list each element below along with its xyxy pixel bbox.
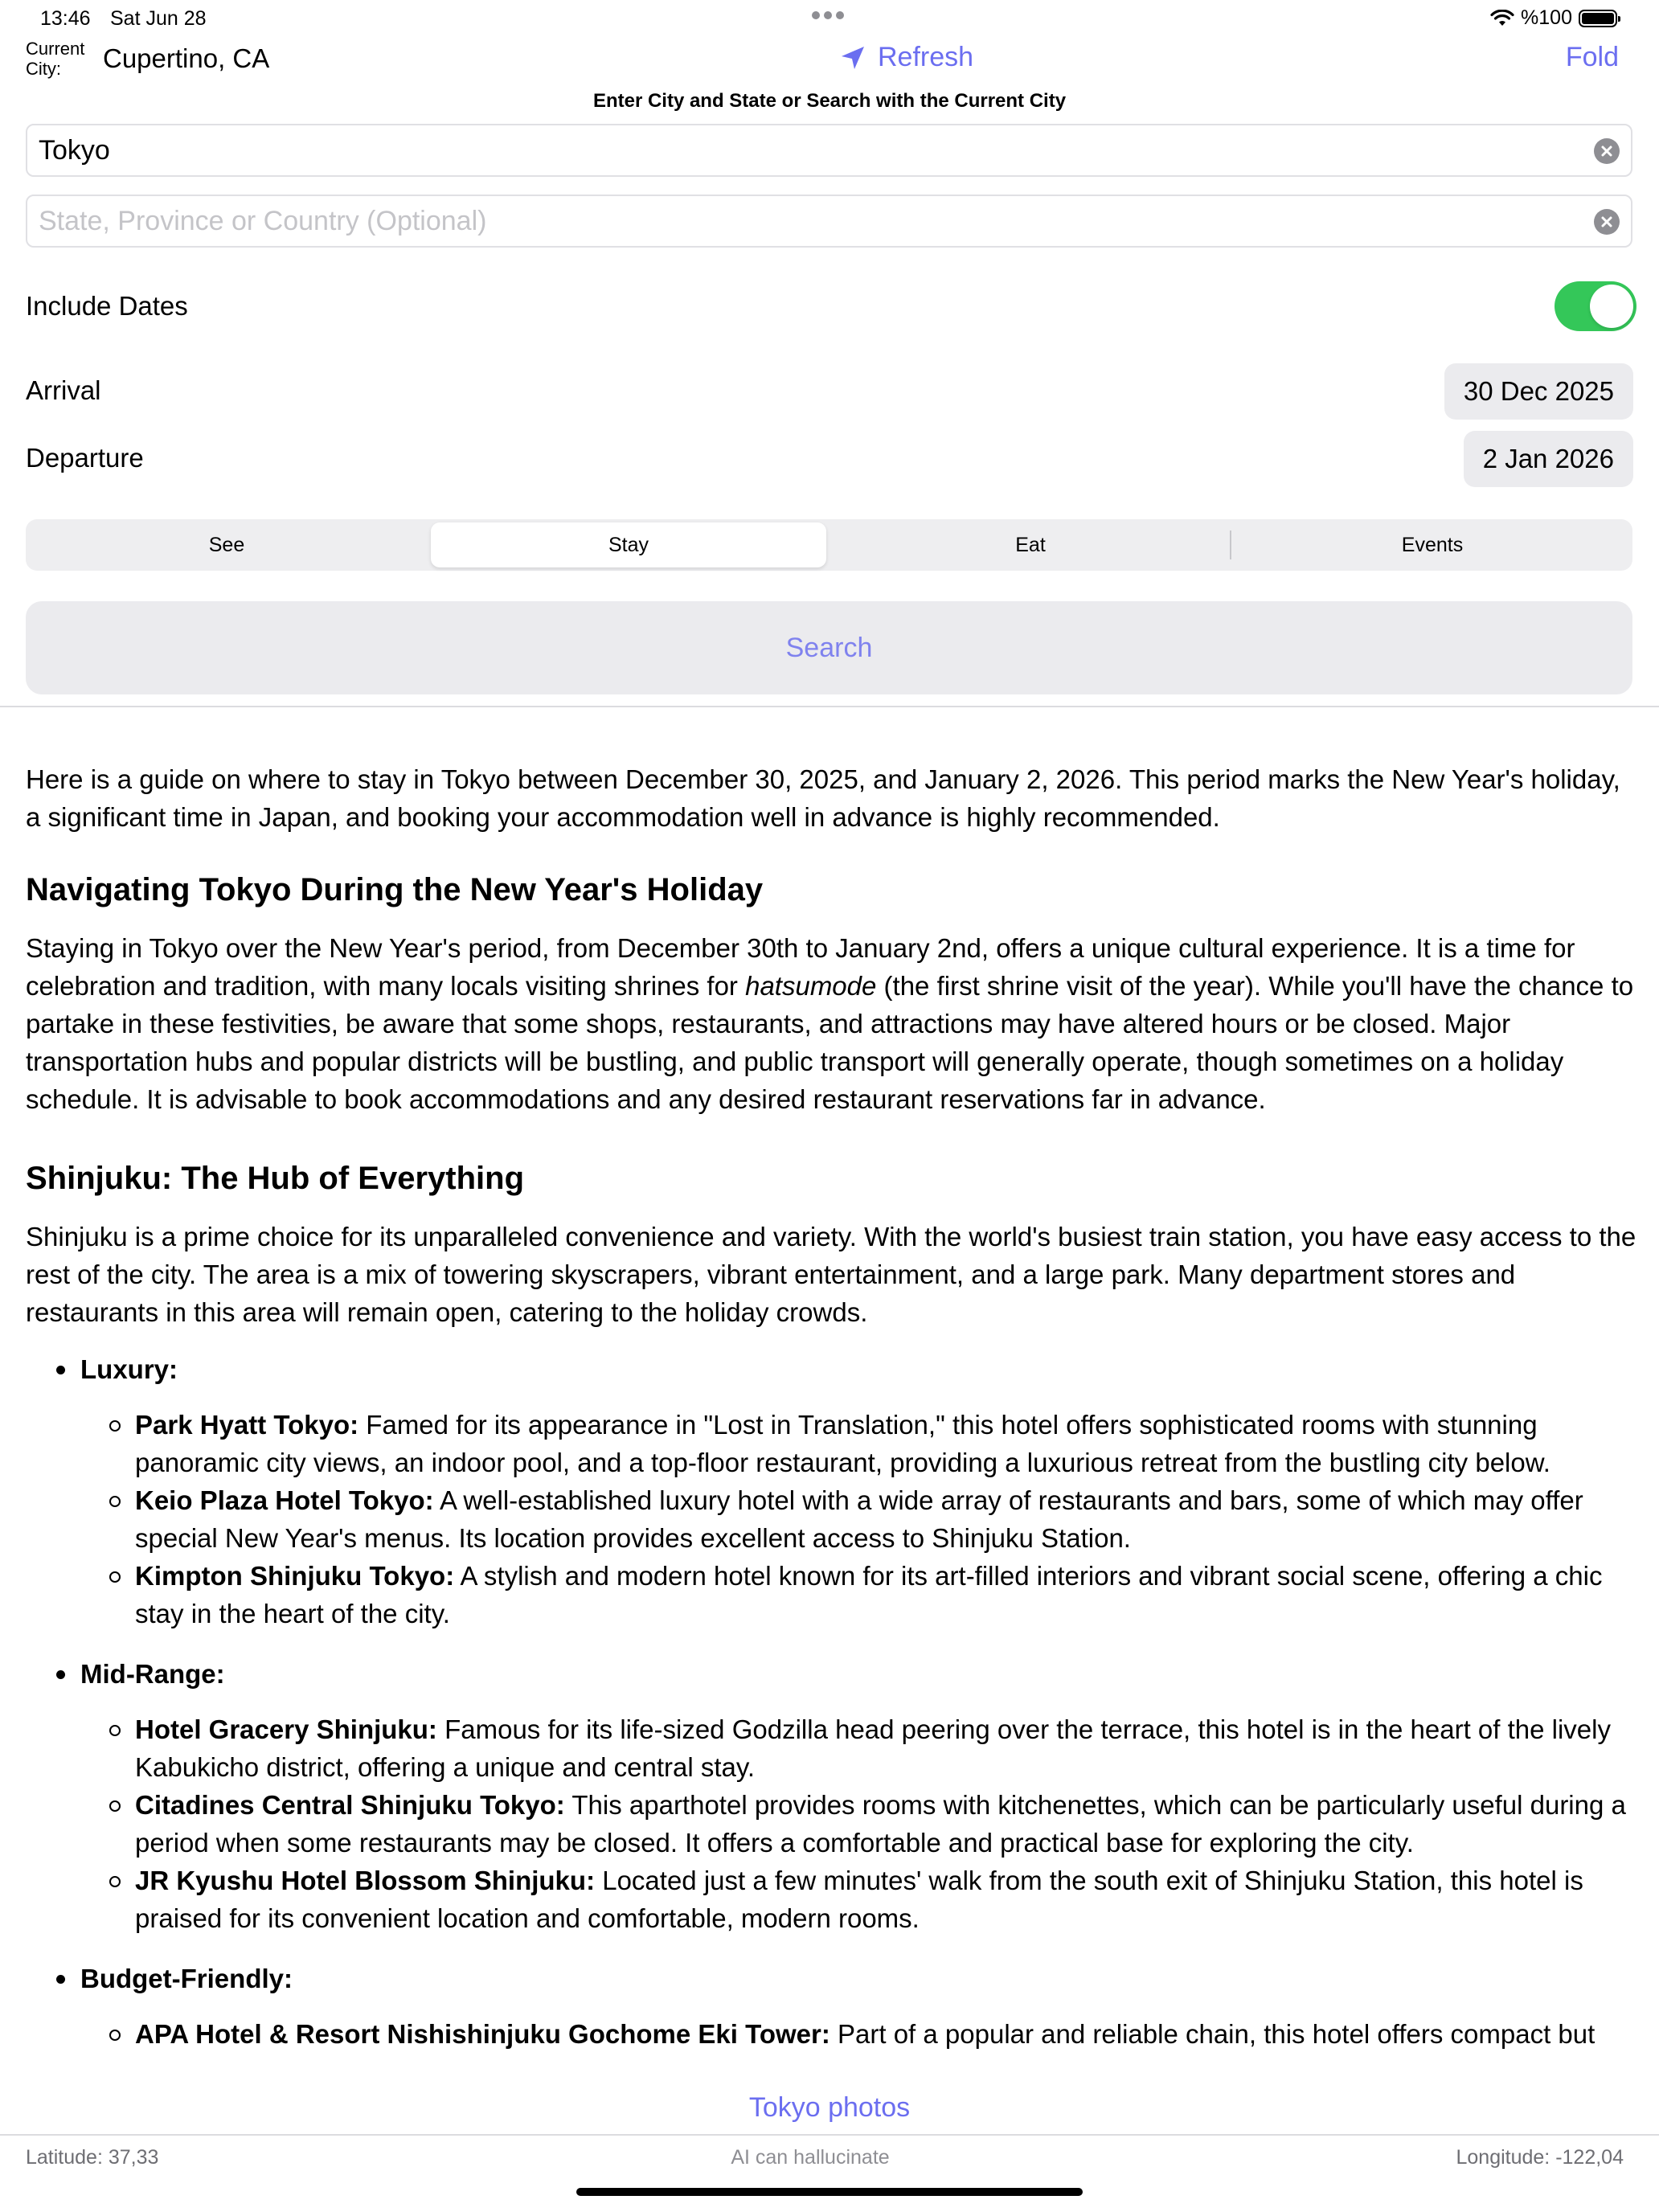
hotel-item xyxy=(80,1481,1637,1557)
hotel-name: JR Kyushu Hotel Blossom Shinjuku: xyxy=(135,1866,596,1895)
status-indicators xyxy=(1490,6,1617,30)
segment-stay[interactable]: Stay xyxy=(431,522,826,567)
hotel-desc: Located just a few minutes' walk from the south exit of Shinjuku Station, this hotel is praised for its convenient location and comfortable, modern rooms. xyxy=(135,1866,1583,1933)
hotel-item xyxy=(80,1557,1637,1632)
search-button[interactable]: Search xyxy=(26,601,1632,694)
battery-percent: %100 xyxy=(1521,6,1572,29)
paragraph-text: (the first shrine visit of the year). While you'll have the chance to partake in these festivities, be aware that some shops, restaurants, and attractions may have altered hours or be closed. Major transportation hubs and popular districts will be bustling, and public transport will generally operate, though sometimes on a holiday schedule. It is advisable to book accommodations and any desired restaurant reservations far in advance. xyxy=(26,971,1634,1114)
search-prompt: Enter City and State or Search with the Current City xyxy=(592,90,1067,112)
current-city-label: Current City: xyxy=(26,39,85,79)
intro-paragraph: Here is a guide on where to stay in Tokyo between December 30, 2025, and January 2, 2026. This period marks the New Year's holiday, a significant time in Japan, and booking your accommodation well in advance is highly recommended. xyxy=(26,764,1620,832)
ai-disclaimer: AI can hallucinate xyxy=(731,2146,890,2169)
hotel-name: Kimpton Shinjuku Tokyo: xyxy=(135,1561,455,1591)
hotel-item xyxy=(80,1710,1637,1786)
hotel-list xyxy=(80,1710,1637,1937)
section-paragraph: Shinjuku is a prime choice for its unparalleled convenience and variety. With the world's busiest train station, you have easy access to the rest of the city. The area is a mix of towering skyscrapers, vibrant entertainment, and a large park. Many department stores and restaurants in this area will remain open, catering to the holiday crowds. xyxy=(26,1222,1636,1327)
arrival-label: Arrival xyxy=(26,375,101,405)
city-input[interactable] xyxy=(39,125,1582,175)
hotel-desc: Famous for its life-sized Godzilla head peering over the terrace, this hotel is in the heart of the lively Kabukicho district, offering a unique and central stay. xyxy=(135,1714,1611,1782)
multitasking-dots-icon[interactable] xyxy=(812,11,844,19)
footer-divider xyxy=(0,2134,1659,2136)
hotel-item xyxy=(80,1786,1637,1862)
departure-date-picker[interactable]: 2 Jan 2026 xyxy=(1464,431,1633,487)
clear-icon xyxy=(1600,215,1613,228)
hotel-desc: A stylish and modern hotel known for its art-filled interiors and vibrant social scene, offering a chic stay in the heart of the city. xyxy=(135,1561,1603,1628)
clear-icon xyxy=(1600,145,1613,158)
guide-content[interactable] xyxy=(26,760,1637,2054)
hotel-list xyxy=(80,1406,1637,1632)
hotel-name: Park Hyatt Tokyo: xyxy=(135,1410,359,1440)
tier-item xyxy=(26,1960,1637,2053)
hotel-desc: Part of a popular and reliable chain, this hotel offers compact but xyxy=(830,2019,1596,2049)
tier-list xyxy=(26,1350,1637,2053)
include-dates-label: Include Dates xyxy=(26,291,188,321)
battery-icon xyxy=(1579,10,1617,27)
battery-fill xyxy=(1582,13,1614,24)
home-indicator[interactable] xyxy=(576,2188,1083,2196)
hotel-name: APA Hotel & Resort Nishishinjuku Gochome Eki Tower: xyxy=(135,2019,830,2049)
tier-label: Budget-Friendly: xyxy=(80,1964,293,1993)
segment-eat[interactable]: Eat xyxy=(1015,534,1046,556)
fold-button[interactable]: Fold xyxy=(1565,42,1619,72)
status-time: 13:46 xyxy=(40,7,91,30)
city-field[interactable] xyxy=(26,124,1632,177)
hotel-name: Keio Plaza Hotel Tokyo: xyxy=(135,1485,434,1515)
departure-label: Departure xyxy=(26,443,144,473)
hotel-item xyxy=(80,2015,1637,2053)
include-dates-toggle[interactable] xyxy=(1555,281,1636,331)
hotel-desc: This aparthotel provides rooms with kitchenettes, which can be particularly useful during a period when some restaurants may be closed. It offers a comfortable and practical base for exploring the city. xyxy=(135,1790,1626,1858)
section-heading: Shinjuku: The Hub of Everything xyxy=(26,1161,524,1196)
hotel-name: Citadines Central Shinjuku Tokyo: xyxy=(135,1790,565,1820)
arrival-date-picker[interactable]: 30 Dec 2025 xyxy=(1444,363,1633,420)
refresh-button[interactable] xyxy=(839,42,973,73)
hotel-list xyxy=(80,2015,1637,2053)
status-date: Sat Jun 28 xyxy=(110,7,207,30)
state-input[interactable] xyxy=(39,196,1582,246)
tier-item xyxy=(26,1655,1637,1937)
toggle-knob xyxy=(1590,285,1633,328)
clear-city-button[interactable] xyxy=(1594,138,1620,164)
tier-label: Luxury: xyxy=(80,1354,178,1384)
tier-item xyxy=(26,1350,1637,1632)
emphasis-text: hatsumode xyxy=(745,971,877,1001)
section-heading: Navigating Tokyo During the New Year's Holiday xyxy=(26,872,764,907)
hotel-item xyxy=(80,1406,1637,1481)
location-arrow-icon xyxy=(839,44,866,72)
hotel-item xyxy=(80,1862,1637,1937)
current-city: Cupertino, CA xyxy=(103,43,270,73)
refresh-label: Refresh xyxy=(878,42,974,72)
hotel-desc: Famed for its appearance in "Lost in Translation," this hotel offers sophisticated rooms with stunning panoramic city views, an indoor pool, and a top-floor restaurant, providing a luxurious retreat from the bustling city below. xyxy=(135,1410,1550,1477)
longitude-readout: Longitude: -122,04 xyxy=(1456,2146,1624,2169)
divider xyxy=(0,706,1659,707)
category-segmented-control[interactable] xyxy=(26,519,1632,571)
hotel-desc: A well-established luxury hotel with a wide array of restaurants and bars, some of which may offer special New Year's menus. Its location provides excellent access to Shinjuku Station. xyxy=(135,1485,1583,1553)
photos-link[interactable]: Tokyo photos xyxy=(748,2092,911,2123)
latitude-readout: Latitude: 37,33 xyxy=(26,2146,159,2169)
hotel-name: Hotel Gracery Shinjuku: xyxy=(135,1714,437,1744)
state-field[interactable] xyxy=(26,195,1632,248)
wifi-icon xyxy=(1490,10,1514,27)
segment-events[interactable]: Events xyxy=(1401,534,1464,556)
paragraph-text: Staying in Tokyo over the New Year's period, from December 30th to January 2nd, offers a unique cultural experience. It is a time for celebration and tradition, with many locals visiting shrines for xyxy=(26,933,1575,1001)
segment-see[interactable]: See xyxy=(208,534,245,556)
tier-label: Mid-Range: xyxy=(80,1659,225,1689)
section-paragraph xyxy=(26,929,1637,1118)
clear-state-button[interactable] xyxy=(1594,209,1620,235)
